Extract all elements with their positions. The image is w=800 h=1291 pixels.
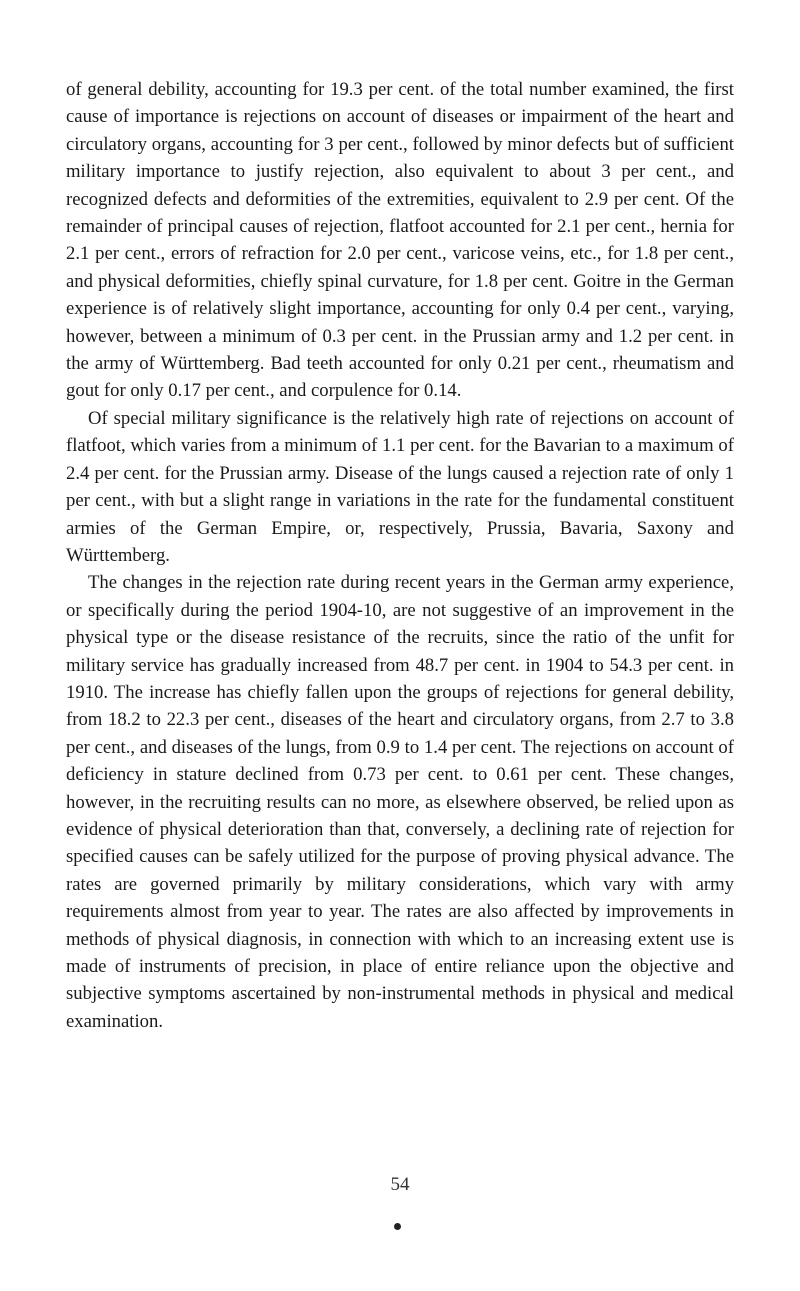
paragraph-continued: of general debility, accounting for 19.3 per cent. of the total number examined, the first cause of importance is rejections on account of diseases or impairment of the heart and circulatory organs, accounting for 3 per cent., followed by minor defects but of sufficient military importance to justify rejection, also equivalent to about 3 per cent., and recognized defects and deformities of the extremities, equivalent to 2.9 per cent. Of the remainder of principal causes of rejection, flatfoot accounted for 2.1 per cent., hernia for 2.1 per cent., errors of refraction for 2.0 per cent., varicose veins, etc., for 1.8 per cent., and physical deformities, chiefly spinal curvature, for 1.8 per cent. Goitre in the German experience is of relatively slight importance, accounting for only 0.4 per cent., varying, however, between a minimum of 0.3 per cent. in the Prussian army and 1.2 per cent. in the army of Württemberg. Bad teeth accounted for only 0.21 per cent., rheumatism and gout for only 0.17 per cent., and corpulence for 0.14. <box>66 79 734 402</box>
paragraph-flatfoot: Of special military significance is the relatively high rate of rejections on account of flatfoot, which varies from a minimum of 1.1 per cent. for the Bavarian to a maximum of 2.4 per cent. for the Prussian army. Disease of the lungs caused a rejection rate of only 1 per cent., with but a slight range in variations in the rate for the fundamental constituent armies of the German Empire, or, respectively, Prussia, Bavaria, Saxony and Württemberg. <box>66 407 734 566</box>
body-text <box>66 76 734 1035</box>
page-number: 54 <box>390 1174 410 1195</box>
paragraph-rejection-changes: The changes in the rejection rate during recent years in the German army experience, or specifically during the period 1904-10, are not suggestive of an improvement in the physical type or the disease resistance of the recruits, since the ratio of the unfit for military service has gradually increased from 48.7 per cent. in 1904 to 54.3 per cent. in 1910. The increase has chiefly fallen upon the groups of rejections for general debility, from 18.2 to 22.3 per cent., diseases of the heart and circulatory organs, from 2.7 to 3.8 per cent., and diseases of the lungs, from 0.9 to 1.4 per cent. The rejections on account of deficiency in stature declined from 0.73 per cent. to 0.61 per cent. These changes, however, in the recruiting results can no more, as elsewhere observed, be relied upon as evidence of physical deterioration than that, conversely, a declining rate of rejection for specified causes can be safely utilized for the purpose of proving physical advance. The rates are governed primarily by military considerations, which vary with army requirements almost from year to year. The rates are also affected by improvements in methods of physical diagnosis, in connection with which to an increasing extent use is made of instruments of precision, in place of entire reliance upon the objective and subjective symptoms ascertained by non-instrumental methods in physical and medical examination. <box>66 572 734 1032</box>
dot-mark-icon <box>394 1223 401 1230</box>
